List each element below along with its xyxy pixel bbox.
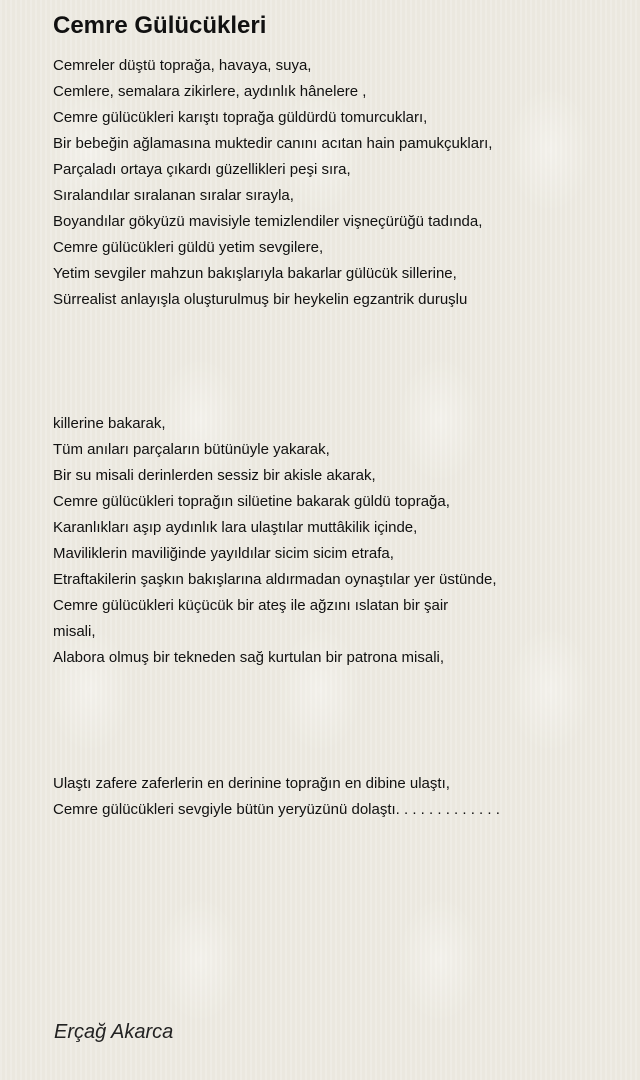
poem-line: Sürrealist anlayışla oluşturulmuş bir heykelin egzantrik duruşlu <box>53 291 468 308</box>
stanza-2 <box>53 411 497 671</box>
poem-line: Bir bebeğin ağlamasına muktedir canını acıtan hain pamukçukları, <box>53 135 493 152</box>
poem-line: Cemre gülücükleri sevgiyle bütün yeryüzünü dolaştı. . . . . . . . . . . . . <box>53 801 500 818</box>
poem-line: Maviliklerin maviliğinde yayıldılar sicim sicim etrafa, <box>53 545 394 562</box>
poem-line: Ulaştı zafere zaferlerin en derinine toprağın en dibine ulaştı, <box>53 775 450 792</box>
poem-line: killerine bakarak, <box>53 415 166 432</box>
poem-line: misali, <box>53 623 96 640</box>
poem-line: Yetim sevgiler mahzun bakışlarıyla bakarlar gülücük sillerine, <box>53 265 457 282</box>
poem-line: Tüm anıları parçaların bütünüyle yakarak, <box>53 441 330 458</box>
poem-author: Erçağ Akarca <box>54 1021 174 1043</box>
stanza-1 <box>53 53 492 313</box>
poem-line: Cemreler düştü toprağa, havaya, suya, <box>53 57 312 74</box>
poem-line: Etraftakilerin şaşkın bakışlarına aldırmadan oynaştılar yer üstünde, <box>53 571 497 588</box>
poem-line: Cemre gülücükleri karıştı toprağa güldürdü tomurcukları, <box>53 109 428 126</box>
poem-line: Parçaladı ortaya çıkardı güzellikleri peşi sıra, <box>53 161 351 178</box>
poem-line: Cemlere, semalara zikirlere, aydınlık hânelere , <box>53 83 367 100</box>
poem-line: Cemre gülücükleri küçücük bir ateş ile ağzını ıslatan bir şair <box>53 597 449 614</box>
poem-line: Karanlıkları aşıp aydınlık lara ulaştılar muttâkilik içinde, <box>53 519 418 536</box>
poem-line: Boyandılar gökyüzü mavisiyle temizlendiler vişneçürüğü tadında, <box>53 213 483 230</box>
poem-line: Alabora olmuş bir tekneden sağ kurtulan bir patrona misali, <box>53 649 445 666</box>
poem-line: Sıralandılar sıralanan sıralar sırayla, <box>53 187 294 204</box>
poem-line: Bir su misali derinlerden sessiz bir akisle akarak, <box>53 467 376 484</box>
poem-line: Cemre gülücükleri güldü yetim sevgilere, <box>53 239 324 256</box>
poem-title: Cemre Gülücükleri <box>53 12 267 39</box>
stanza-3 <box>53 771 500 823</box>
poem-line: Cemre gülücükleri toprağın silüetine bakarak güldü toprağa, <box>53 493 450 510</box>
